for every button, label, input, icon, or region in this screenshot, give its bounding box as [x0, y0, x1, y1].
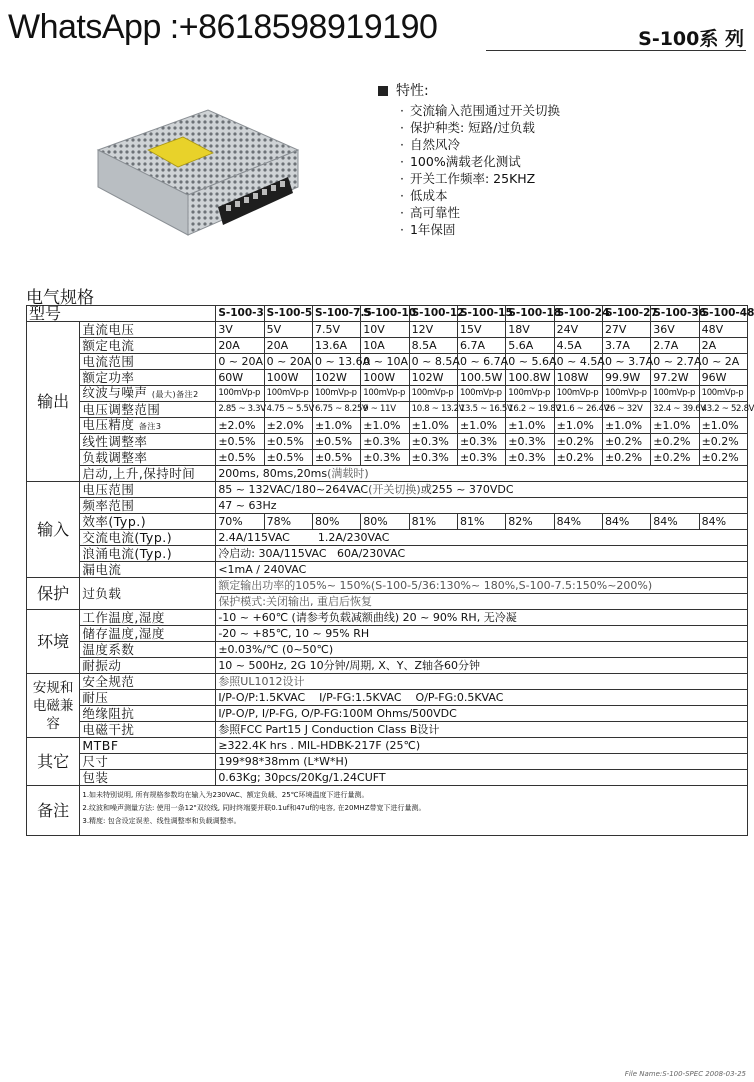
cell: 100mVp-p [457, 386, 505, 402]
row-label: 耐压 [80, 690, 216, 706]
cell: 13.6A [312, 338, 360, 354]
cell: ±1.0% [602, 418, 650, 434]
other-row [27, 754, 748, 770]
cell: 15V [457, 322, 505, 338]
cell: 10V [361, 322, 409, 338]
cell: 0 ~ 20A [216, 354, 264, 370]
input-group: 输入 [27, 482, 80, 578]
output-row [27, 402, 748, 418]
cell: ±0.2% [699, 450, 747, 466]
cell: 80% [361, 514, 409, 530]
cell: 参照UL1012设计 [216, 674, 748, 690]
model-cell: S-100-15 [457, 306, 505, 322]
feature-item: · 高可靠性 [400, 205, 460, 220]
cell: 80% [312, 514, 360, 530]
cell: 78% [264, 514, 312, 530]
cell: 32.4 ~ 39.6V [651, 402, 699, 418]
cell: 0 ~ 2A [699, 354, 747, 370]
series-title: S-100系 列 [638, 28, 744, 50]
output-row [27, 386, 748, 402]
row-label: 频率范围 [80, 498, 216, 514]
cell: ≥322.4K hrs . MIL-HDBK-217F (25℃) [216, 738, 748, 754]
features-heading: 特性: [378, 83, 560, 100]
model-row [27, 306, 748, 322]
input-row [27, 546, 748, 562]
cell: 0 ~ 10A [361, 354, 409, 370]
row-label: 启动,上升,保持时间 [80, 466, 216, 482]
row-label: 电压范围 [80, 482, 216, 498]
other-row [27, 738, 748, 754]
cell: 100mVp-p [554, 386, 602, 402]
cell: 0 ~ 13.6A [312, 354, 360, 370]
note-line: 2.纹波和噪声测量方法: 使用一条12"双绞线, 同时终端要并联0.1uf和47uf的电容, 在20MHZ带宽下进行量测。 [82, 804, 426, 812]
cell: 100mVp-p [699, 386, 747, 402]
cell: ±0.3% [409, 450, 457, 466]
cell: 100mVp-p [409, 386, 457, 402]
cell: ±0.2% [651, 450, 699, 466]
cell: ±0.3% [506, 434, 554, 450]
cell: -20 ~ +85℃, 10 ~ 95% RH [216, 626, 748, 642]
cell: 199*98*38mm (L*W*H) [216, 754, 748, 770]
row-label: 耐振动 [80, 658, 216, 674]
feature-item: · 保护种类: 短路/过负载 [400, 120, 535, 135]
row-label: 储存温度,湿度 [80, 626, 216, 642]
cell: ±0.2% [554, 434, 602, 450]
output-row [27, 354, 748, 370]
cell: 3V [216, 322, 264, 338]
feature-item: · 开关工作频率: 25KHZ [400, 171, 536, 186]
cell: 84% [651, 514, 699, 530]
note-line: 1.如未特别说明, 所有规格参数均在输入为230VAC、额定负载、25℃环境温度下进行量测。 [82, 791, 369, 799]
cell: ±1.0% [312, 418, 360, 434]
cell: 2.7A [651, 338, 699, 354]
output-group: 输出 [27, 322, 80, 482]
protection-group: 保护 [27, 578, 80, 610]
cell: 21.6 ~ 26.4V [554, 402, 602, 418]
model-cell: S-100-7.5 [312, 306, 360, 322]
model-cell: S-100-5 [264, 306, 312, 322]
environment-group: 环境 [27, 610, 80, 674]
cell: ±0.3% [506, 450, 554, 466]
input-row [27, 514, 748, 530]
cell: 85 ~ 132VAC/180~264VAC(开关切换)或255 ~ 370VDC [216, 482, 748, 498]
cell: ±1.0% [457, 418, 505, 434]
environment-row [27, 610, 748, 626]
cell: 84% [699, 514, 747, 530]
row-label: 额定功率 [80, 370, 216, 386]
other-group: 其它 [27, 738, 80, 786]
model-cell: S-100-24 [554, 306, 602, 322]
row-label: 工作温度,湿度 [80, 610, 216, 626]
input-row [27, 530, 748, 546]
row-label: 安全规范 [80, 674, 216, 690]
cell: 102W [312, 370, 360, 386]
cell: 2A [699, 338, 747, 354]
cell: 100.5W [457, 370, 505, 386]
cell: 6.7A [457, 338, 505, 354]
cell: ±0.5% [216, 450, 264, 466]
model-cell: S-100-10 [361, 306, 409, 322]
model-cell: S-100-12 [409, 306, 457, 322]
row-label: 浪涌电流(Typ.) [80, 546, 216, 562]
cell: 冷启动: 30A/115VAC 60A/230VAC [216, 546, 748, 562]
spec-table [26, 304, 754, 836]
feature-item: · 100%满载老化测试 [400, 154, 521, 169]
cell: ±0.2% [554, 450, 602, 466]
cell: 20A [216, 338, 264, 354]
cell: 2.85 ~ 3.3V [216, 402, 264, 418]
square-bullet-icon [378, 86, 388, 96]
cell: 2.4A/115VAC 1.2A/230VAC [216, 530, 748, 546]
cell: 100.8W [506, 370, 554, 386]
row-label: 电压精度 备注3 [80, 418, 216, 434]
cell: I/P-O/P, I/P-FG, O/P-FG:100M Ohms/500VDC [216, 706, 748, 722]
cell: 36V [651, 322, 699, 338]
cell: ±0.5% [216, 434, 264, 450]
cell: 参照FCC Part15 J Conduction Class B设计 [216, 722, 748, 738]
cell: 48V [699, 322, 747, 338]
cell: 100mVp-p [651, 386, 699, 402]
row-label: 纹波与噪声 (最大)备注2 [80, 386, 216, 402]
model-label: 型号 [27, 306, 216, 322]
row-label: 效率(Typ.) [80, 514, 216, 530]
cell: 81% [457, 514, 505, 530]
cell: I/P-O/P:1.5KVAC I/P-FG:1.5KVAC O/P-FG:0.5KVAC [216, 690, 748, 706]
notes-group: 备注 [27, 786, 80, 836]
cell: 10.8 ~ 13.2V [409, 402, 457, 418]
cell: 5V [264, 322, 312, 338]
cell: 3.7A [602, 338, 650, 354]
cell: ±1.0% [361, 418, 409, 434]
cell: 100W [361, 370, 409, 386]
safety-row [27, 690, 748, 706]
cell: 100mVp-p [264, 386, 312, 402]
model-cell: S-100-18 [506, 306, 554, 322]
cell: ±0.03%/℃ (0~50℃) [216, 642, 748, 658]
cell: 100mVp-p [361, 386, 409, 402]
cell: 0 ~ 6.7A [457, 354, 505, 370]
section-title: 电气规格 [26, 288, 94, 308]
cell: 16.2 ~ 19.8V [506, 402, 554, 418]
header-rule [486, 50, 746, 51]
cell: 96W [699, 370, 747, 386]
cell: ±0.3% [361, 450, 409, 466]
output-row [27, 434, 748, 450]
safety-row [27, 722, 748, 738]
cell: ±0.2% [602, 434, 650, 450]
cell: 27V [602, 322, 650, 338]
cell: 20A [264, 338, 312, 354]
whatsapp-contact: WhatsApp :+8618598919190 [8, 8, 438, 46]
cell: 0.63Kg; 30pcs/20Kg/1.24CUFT [216, 770, 748, 786]
cell: 0 ~ 3.7A [602, 354, 650, 370]
cell: ±0.2% [651, 434, 699, 450]
cell: 43.2 ~ 52.8V [699, 402, 747, 418]
cell: 4.75 ~ 5.5V [264, 402, 312, 418]
cell: ±2.0% [216, 418, 264, 434]
cell: 6.75 ~ 8.25V [312, 402, 360, 418]
cell: 额定输出功率的105%~ 150%(S-100-5/36:130%~ 180%,S-100-7.5:150%~200%) [216, 578, 748, 594]
other-row [27, 770, 748, 786]
cell: ±1.0% [699, 418, 747, 434]
row-label: 线性调整率 [80, 434, 216, 450]
feature-item: · 1年保固 [400, 222, 456, 237]
cell: ±0.3% [409, 434, 457, 450]
row-label: 电流范围 [80, 354, 216, 370]
row-label: 绝缘阻抗 [80, 706, 216, 722]
cell: 84% [554, 514, 602, 530]
cell: 8.5A [409, 338, 457, 354]
cell: 47 ~ 63Hz [216, 498, 748, 514]
cell: 100mVp-p [312, 386, 360, 402]
row-label: MTBF [80, 738, 216, 754]
cell: 60W [216, 370, 264, 386]
cell: 100W [264, 370, 312, 386]
cell: 102W [409, 370, 457, 386]
row-label: 漏电流 [80, 562, 216, 578]
output-row [27, 450, 748, 466]
cell: 0 ~ 8.5A [409, 354, 457, 370]
row-label: 交流电流(Typ.) [80, 530, 216, 546]
feature-item: · 自然风冷 [400, 137, 460, 152]
cell: 0 ~ 20A [264, 354, 312, 370]
cell: 18V [506, 322, 554, 338]
cell: 13.5 ~ 16.5V [457, 402, 505, 418]
cell: ±1.0% [651, 418, 699, 434]
model-cell: S-100-36 [651, 306, 699, 322]
file-footer: File Name:S-100-SPEC 2008-03-25 [624, 1070, 746, 1078]
cell: 108W [554, 370, 602, 386]
safety-group: 安规和电磁兼容 [27, 674, 80, 738]
model-cell: S-100-27 [602, 306, 650, 322]
feature-item: · 交流输入范围通过开关切换 [400, 103, 560, 118]
output-row [27, 338, 748, 354]
safety-row [27, 706, 748, 722]
cell: ±0.3% [457, 450, 505, 466]
cell: ±0.3% [361, 434, 409, 450]
cell: 12V [409, 322, 457, 338]
output-row [27, 370, 748, 386]
cell: 24V [554, 322, 602, 338]
cell: ±0.5% [312, 434, 360, 450]
cell: ±0.2% [699, 434, 747, 450]
cell: 100mVp-p [506, 386, 554, 402]
notes-row [27, 786, 748, 836]
cell: -10 ~ +60℃ (请参考负载减额曲线) 20 ~ 90% RH, 无冷凝 [216, 610, 748, 626]
row-label: 额定电流 [80, 338, 216, 354]
row-label: 电磁干扰 [80, 722, 216, 738]
row-label: 直流电压 [80, 322, 216, 338]
cell: ±1.0% [409, 418, 457, 434]
cell: 10A [361, 338, 409, 354]
cell: 81% [409, 514, 457, 530]
row-label: 包装 [80, 770, 216, 786]
cell: 10 ~ 500Hz, 2G 10分钟/周期, X、Y、Z轴各60分钟 [216, 658, 748, 674]
cell: ±0.5% [264, 450, 312, 466]
cell: ±2.0% [264, 418, 312, 434]
cell: 97.2W [651, 370, 699, 386]
input-row [27, 498, 748, 514]
cell: 4.5A [554, 338, 602, 354]
feature-item: · 低成本 [400, 188, 448, 203]
input-row [27, 562, 748, 578]
cell: 100mVp-p [216, 386, 264, 402]
cell: 82% [506, 514, 554, 530]
cell: ±0.5% [264, 434, 312, 450]
power-supply-image [88, 95, 308, 245]
cell: 26 ~ 32V [602, 402, 650, 418]
row-label: 负载调整率 [80, 450, 216, 466]
model-cell: S-100-48 [699, 306, 747, 322]
cell: ±0.2% [602, 450, 650, 466]
cell: 保护模式:关闭输出, 重启后恢复 [216, 594, 748, 610]
output-row [27, 418, 748, 434]
cell: 0 ~ 4.5A [554, 354, 602, 370]
output-row [27, 466, 748, 482]
cell: 200ms, 80ms,20ms(满载时) [216, 466, 748, 482]
input-row [27, 482, 748, 498]
environment-row [27, 626, 748, 642]
cell: ±0.3% [457, 434, 505, 450]
cell: 99.9W [602, 370, 650, 386]
environment-row [27, 642, 748, 658]
cell: ±0.5% [312, 450, 360, 466]
output-row [27, 322, 748, 338]
cell: 70% [216, 514, 264, 530]
row-label: 尺寸 [80, 754, 216, 770]
cell: 100mVp-p [602, 386, 650, 402]
row-label: 电压调整范围 [80, 402, 216, 418]
cell: 9 ~ 11V [361, 402, 409, 418]
row-label: 过负载 [80, 578, 216, 610]
notes-cell [80, 786, 748, 836]
cell: 84% [602, 514, 650, 530]
safety-row [27, 674, 748, 690]
model-cell: S-100-3 [216, 306, 264, 322]
protection-row [27, 578, 748, 594]
cell: ±1.0% [554, 418, 602, 434]
cell: 7.5V [312, 322, 360, 338]
environment-row [27, 658, 748, 674]
features-list [378, 83, 560, 238]
cell: 0 ~ 2.7A [651, 354, 699, 370]
cell: 0 ~ 5.6A [506, 354, 554, 370]
cell: 5.6A [506, 338, 554, 354]
cell: <1mA / 240VAC [216, 562, 748, 578]
note-line: 3.精度: 包含设定误差、线性调整率和负载调整率。 [82, 817, 241, 825]
row-label: 温度系数 [80, 642, 216, 658]
cell: ±1.0% [506, 418, 554, 434]
